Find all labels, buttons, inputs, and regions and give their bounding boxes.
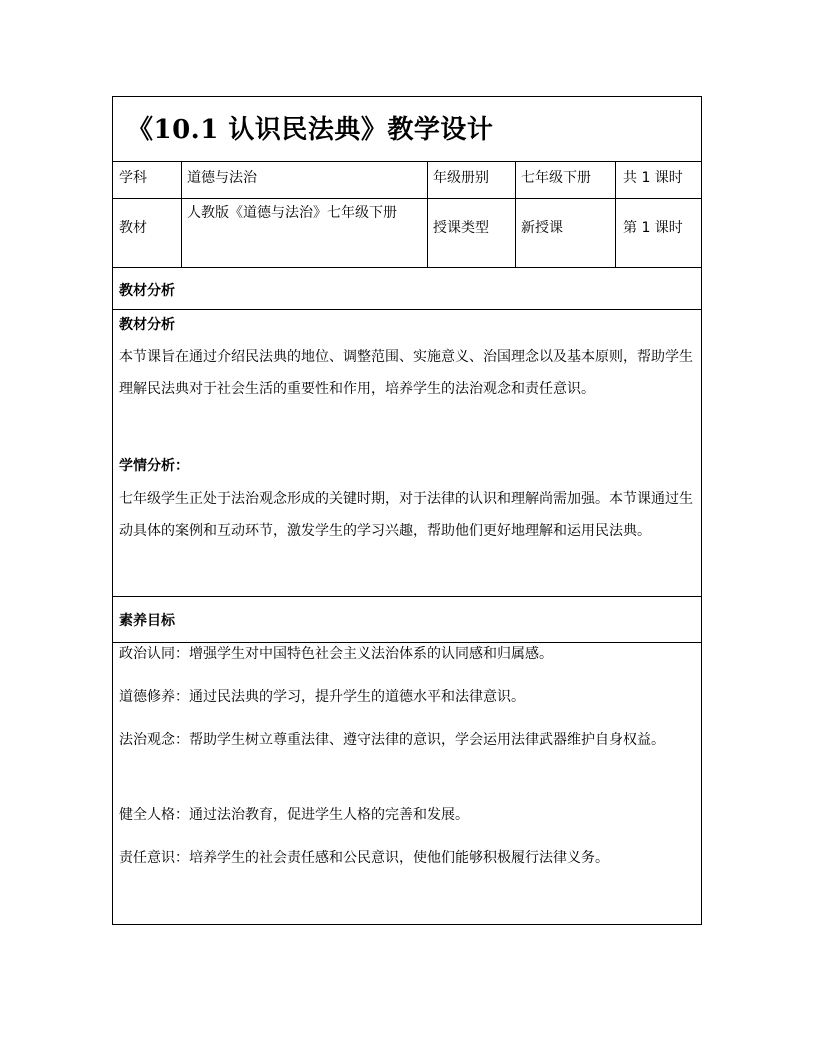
col-divider (615, 162, 616, 267)
textbook-label: 教材 (119, 220, 147, 236)
goal-item: 道德修养：通过民法典的学习，提升学生的道德水平和法律意识。 (119, 689, 525, 705)
type-label: 授课类型 (433, 220, 489, 236)
col-divider (427, 162, 428, 267)
grade-label: 年级册别 (433, 170, 489, 186)
goal-item: 责任意识：培养学生的社会责任感和公民意识，使他们能够积极履行法律义务。 (119, 850, 609, 866)
col-divider (181, 162, 182, 267)
analysis-text: 本节课旨在通过介绍民法典的地位、调整范围、实施意义、治国理念以及基本原则，帮助学生理解民法典对于社会生活的重要性和作用，培养学生的法治观念和责任意识。 (119, 349, 693, 397)
page-title: 《10.1 认识民法典》教学设计 (127, 115, 494, 145)
type-value: 新授课 (521, 220, 563, 236)
goal-item: 政治认同：增强学生对中国特色社会主义法治体系的认同感和归属感。 (119, 646, 553, 662)
row-divider (113, 596, 701, 597)
hours-value: 共 1 课时 (623, 170, 683, 186)
textbook-value: 人教版《道德与法治》七年级下册 (187, 205, 397, 221)
title-row (113, 97, 701, 162)
student-analysis-title: 学情分析： (119, 458, 189, 474)
goal-item: 法治观念：帮助学生树立尊重法律、遵守法律的意识，学会运用法律武器维护自身权益。 (119, 732, 665, 748)
analysis-subtitle: 教材分析 (119, 317, 175, 333)
goals-section-header: 素养目标 (119, 613, 175, 629)
subject-value: 道德与法治 (187, 170, 257, 186)
student-analysis-text: 七年级学生正处于法治观念形成的关键时期，对于法律的认识和理解尚需加强。本节课通过生动具体的案例和互动环节，激发学生的学习兴趣，帮助他们更好地理解和运用民法典。 (119, 491, 693, 539)
grade-value: 七年级下册 (521, 170, 591, 186)
row-divider (113, 309, 701, 310)
col-divider (515, 162, 516, 267)
subject-label: 学科 (119, 170, 147, 186)
analysis-section-header: 教材分析 (119, 283, 175, 299)
lesson-value: 第 1 课时 (623, 220, 683, 236)
row-divider (113, 198, 701, 199)
goal-item: 健全人格：通过法治教育，促进学生人格的完善和发展。 (119, 807, 469, 823)
row-divider (113, 267, 701, 268)
lesson-plan-table (112, 96, 702, 925)
